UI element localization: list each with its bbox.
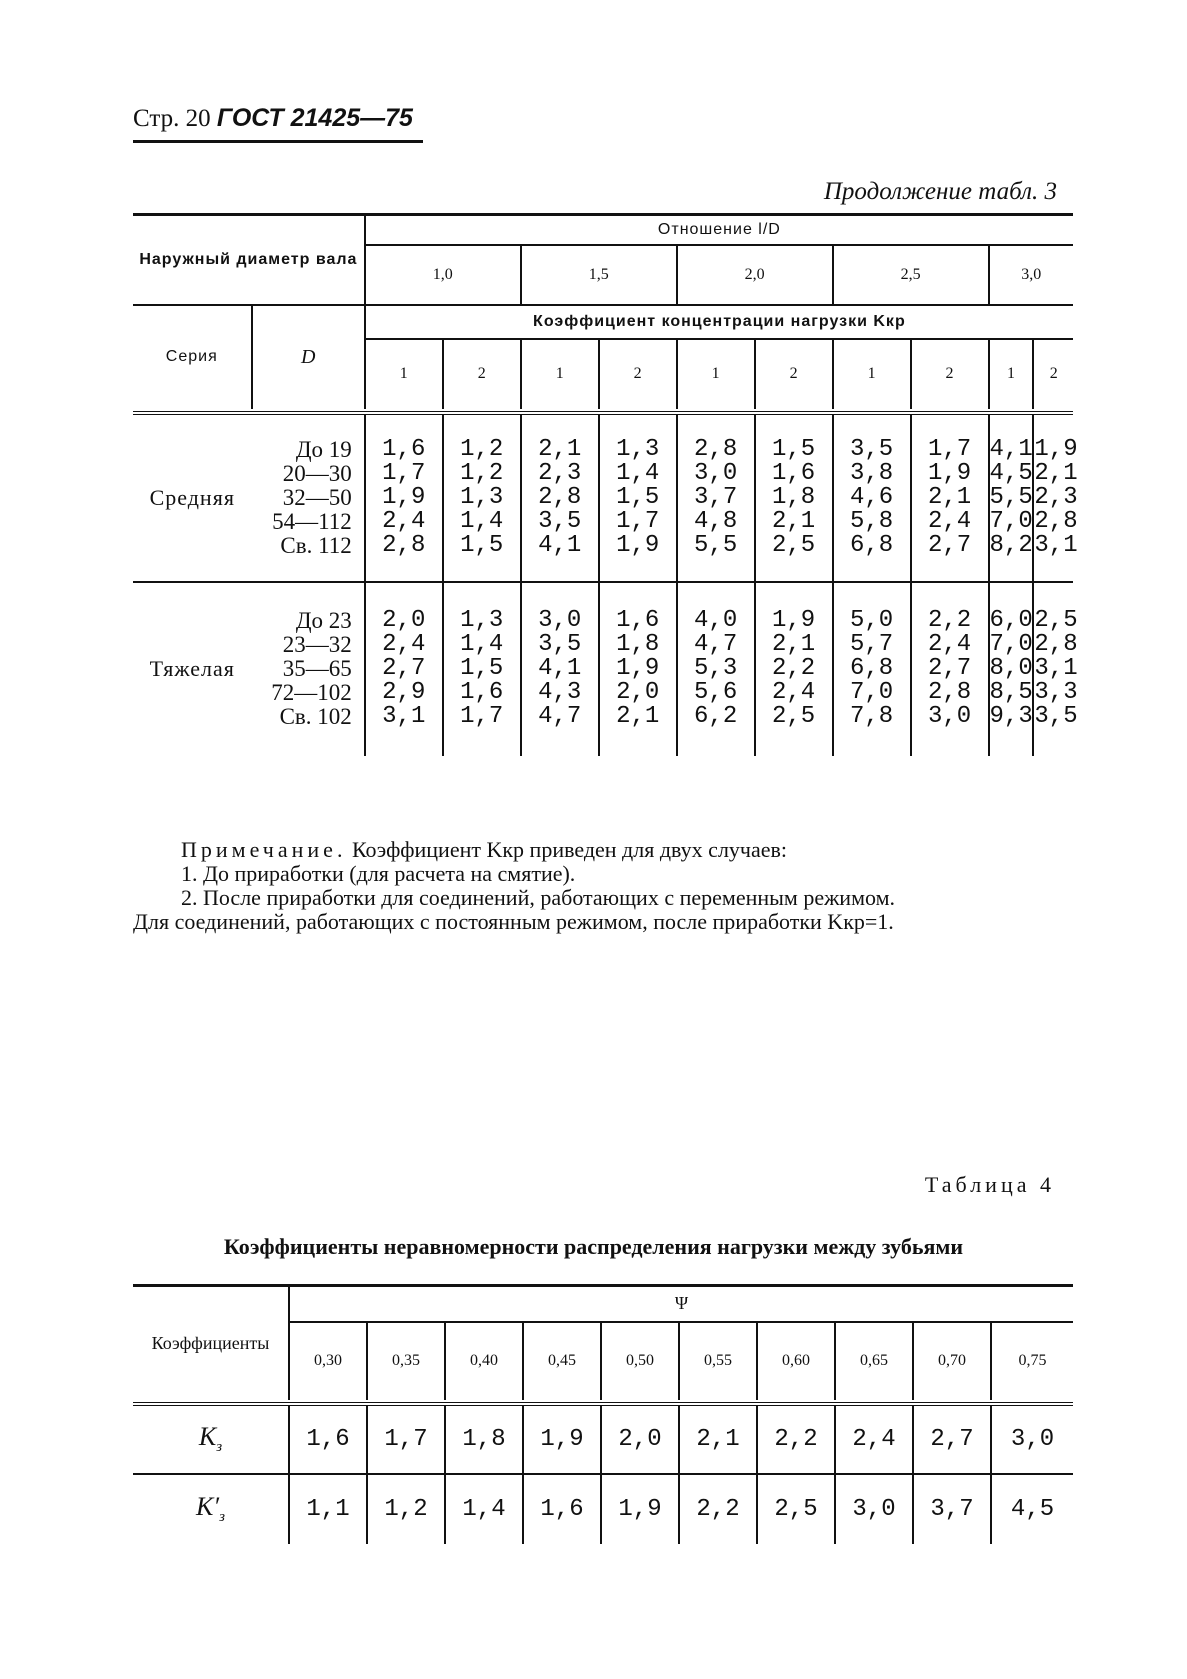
table3-continuation: Продолжение табл. 3 [823,178,1057,205]
coefficient-value: 1,4 [460,631,504,658]
coefficient-value: 2,4 [382,507,426,535]
diameter-value: До 23 [295,608,352,633]
coefficient-column [443,413,521,581]
note [133,838,1073,934]
case-cell: 1 [521,339,599,409]
coefficient-value: 5,0 [849,607,894,634]
coefficient-value: 2,8 [382,531,426,559]
coef-value: 1,9 [601,1474,679,1544]
coefficient-value: 3,5 [1034,703,1078,730]
case-cell: 2 [755,339,833,409]
page-header [133,104,413,133]
coefficient-value: 9,3 [989,703,1033,730]
table-row [133,1474,1073,1544]
coefficient-value: 5,8 [849,507,894,535]
ratio-cell: 1,0 [432,265,453,283]
coef-value: 1,1 [306,1495,350,1523]
ratio-cell: 3,0 [989,245,1073,305]
diameter-value: До 19 [295,436,352,462]
diameter-value: 20—30 [282,460,352,486]
coefficient-value: 7,0 [989,507,1033,535]
note-item-2: 2. После приработки для соединений, работающих с переменным режимом. [181,885,895,910]
coefficient-value: 1,3 [460,483,504,511]
coefficient-value: 1,6 [772,459,816,487]
coefficient-value: 3,5 [849,435,894,463]
coefficient-value: 1,6 [382,435,426,463]
coef-value: 3,0 [835,1474,913,1544]
table-row [133,582,1073,756]
coef-value: 1,6 [289,1404,367,1474]
psi-cell: 0,40 [445,1322,523,1400]
coefficient-value: 3,7 [694,483,738,511]
coefficient-value: 2,1 [772,507,816,535]
coefficient-value: 5,5 [694,531,738,559]
coefficient-value: 1,9 [927,459,972,487]
gost-number: ГОСТ 21425—75 [216,104,413,132]
coefficient-value: 7,0 [989,631,1033,658]
coefficient-value: 2,3 [538,459,582,487]
coefficient-value: 1,7 [460,703,504,730]
coefficient-value: 2,1 [772,631,816,658]
coefficient-value: 2,8 [927,679,972,706]
coef-value: 1,7 [367,1404,445,1474]
outer-diameter-header: Наружный диаметр вала [133,215,365,305]
coef-value: 2,0 [601,1404,679,1474]
coefficient-value: 2,0 [382,607,426,634]
diameter-value: Св. 102 [279,704,352,729]
ratio-cell: 2,0 [677,245,833,305]
case-cell: 1 [989,339,1034,409]
psi-cell: 0,60 [757,1322,835,1400]
coefficient-value: 1,3 [460,607,504,634]
coefficient-value: 4,7 [538,703,582,730]
coefficient-value: 1,6 [460,679,504,706]
psi-cell: 0,70 [913,1322,991,1400]
coef-value: 2,4 [835,1404,913,1474]
case-cell: 1 [677,339,755,409]
coefficient-value: 3,0 [538,607,582,634]
coefficient-value: 1,2 [460,459,504,487]
coefficient-value: 2,7 [927,655,972,682]
coefficient-column [521,582,599,756]
coefficient-value: 1,7 [616,507,660,535]
coef-value: 2,5 [757,1474,835,1544]
coefficient-value: 8,2 [989,531,1033,559]
coefficient-value: 2,3 [1034,483,1078,511]
coef-name: $K_з$ [133,1404,289,1474]
series-name: Тяжелая [149,656,235,681]
coefficient-value: 4,1 [989,435,1033,463]
coefficient-value: 6,0 [989,607,1033,634]
coefficient-value: 2,4 [382,631,426,658]
coefficient-value: 4,0 [694,607,738,634]
coef-value: 2,1 [679,1404,757,1474]
coefficient-value: 7,8 [849,703,894,730]
diameter-value: Св. 112 [280,532,352,558]
table3 [133,213,1078,756]
table-row [133,1404,1073,1474]
coefficient-value: 2,5 [772,531,816,559]
coefficient-value: 2,8 [1034,631,1078,658]
series-header: Серия [133,305,252,409]
coefficient-value: 1,9 [382,483,426,511]
coefficient-column [911,582,989,756]
diameter-value: 23—32 [282,632,352,657]
coef-value: 1,9 [523,1404,601,1474]
coefficient-value: 1,4 [460,507,504,535]
coefficient-value: 2,1 [927,483,972,511]
coefficient-value: 2,9 [382,679,426,706]
coefficient-value: 4,6 [849,483,894,511]
series-name: Средняя [149,484,235,510]
coefficient-column [677,413,755,581]
coefficient-value: 1,3 [616,435,660,463]
coef-name: $K'_з$ [133,1474,289,1544]
psi-cell: 0,55 [679,1322,757,1400]
coef-value: 1,4 [445,1474,523,1544]
coefficient-value: 4,1 [538,531,582,559]
coefficient-value: 2,4 [927,507,972,535]
coefficient-header: Коэффициент концентрации нагрузки Kкр [365,305,1073,339]
coefficient-column [755,413,833,581]
coefficient-value: 1,5 [460,531,504,559]
coefficient-column [989,413,1034,581]
case-cell: 1 [833,339,911,409]
coefficient-value: 4,8 [694,507,738,535]
ratio-cell: 1,5 [521,245,677,305]
coefficient-column [599,582,677,756]
coefficient-value: 4,5 [989,459,1033,487]
coefficient-value: 3,0 [694,459,738,487]
coefficient-column [365,413,443,581]
coefficient-value: 1,5 [772,435,816,463]
page-number: Стр. 20 [133,105,211,132]
d-header: D [252,305,365,409]
coefficient-value: 2,7 [382,655,426,682]
coef-value: 1,8 [445,1404,523,1474]
coefficient-value: 1,9 [1034,435,1078,463]
coefficient-column [1033,413,1078,581]
coefficient-value: 8,0 [989,655,1033,682]
coefficient-value: 2,5 [1034,607,1078,634]
note-intro: Коэффициент Kкр приведен для двух случаев: [351,837,788,862]
coefficient-value: 2,1 [1034,459,1078,487]
coefficient-column [833,582,911,756]
coefficient-value: 2,4 [927,631,972,658]
coefficient-value: 2,0 [616,679,660,706]
header-rule [133,140,423,143]
coef-value: 4,5 [991,1474,1073,1544]
coefficient-column [443,582,521,756]
coefficient-value: 2,2 [772,655,816,682]
table-row [133,413,1073,581]
coefficient-column [521,413,599,581]
coefficient-value: 4,7 [694,631,738,658]
coefficient-column [911,413,989,581]
table4 [133,1284,1073,1544]
psi-cell: 0,45 [523,1322,601,1400]
coefficient-value: 1,7 [382,459,426,487]
coefficient-column [1033,582,1078,756]
coefficient-value: 2,8 [1034,507,1078,535]
psi-cell: 0,75 [991,1322,1073,1400]
coef-value: 2,7 [913,1404,991,1474]
psi-cell: 0,30 [314,1352,342,1369]
psi-cell: 0,65 [835,1322,913,1400]
coefficient-value: 2,2 [927,607,972,634]
coefficient-value: 1,4 [616,459,660,487]
diameter-list [252,582,365,756]
coefficient-value: 6,2 [694,703,738,730]
coefficient-value: 3,1 [1034,655,1078,682]
diameter-value: 35—65 [282,656,352,681]
psi-cell: 0,50 [601,1322,679,1400]
note-label: Примечание. [181,837,347,862]
coefficient-value: 1,9 [616,655,660,682]
coefficient-column [833,413,911,581]
case-cell: 1 [399,365,408,382]
diameter-list [252,413,365,581]
coefficient-value: 6,8 [849,531,894,559]
coefficient-value: 6,8 [849,655,894,682]
coefficient-value: 2,7 [927,531,972,559]
note-tail: Для соединений, работающих с постоянным режимом, после приработки Kкр=1. [133,909,894,934]
coefficient-value: 1,7 [927,435,972,463]
coefficient-value: 1,8 [772,483,816,511]
case-cell: 2 [911,339,989,409]
case-cell: 2 [1033,339,1073,409]
diameter-value: 32—50 [282,484,352,510]
coefficient-value: 1,5 [460,655,504,682]
coefficient-value: 3,5 [538,507,582,535]
coef-value: 2,2 [679,1474,757,1544]
coefficient-value: 1,9 [772,607,816,634]
coefficient-value: 3,8 [849,459,894,487]
coefficient-value: 5,7 [849,631,894,658]
coefficient-value: 5,6 [694,679,738,706]
coefficients-header: Коэффициенты [133,1286,289,1400]
coefficient-value: 2,1 [538,435,582,463]
coefficient-value: 8,5 [989,679,1033,706]
psi-cell: 0,35 [367,1322,445,1400]
coefficient-value: 1,9 [616,531,660,559]
coefficient-value: 3,0 [927,703,972,730]
coefficient-value: 3,1 [1034,531,1078,559]
diameter-value: 72—102 [271,680,352,705]
coefficient-value: 1,5 [616,483,660,511]
coef-value: 3,7 [913,1474,991,1544]
coefficient-value: 4,1 [538,655,582,682]
coefficient-column [989,582,1034,756]
ratio-cell: 2,5 [833,245,989,305]
coefficient-value: 7,0 [849,679,894,706]
coefficient-column [677,582,755,756]
coefficient-value: 3,1 [382,703,426,730]
coefficient-value: 1,2 [460,435,504,463]
ratio-header: Отношение l/D [365,215,1073,245]
note-item-1: 1. До приработки (для расчета на смятие). [181,861,576,886]
coefficient-value: 5,3 [694,655,738,682]
coefficient-column [365,582,443,756]
coefficient-value: 3,5 [538,631,582,658]
coefficient-column [599,413,677,581]
coef-value: 1,2 [367,1474,445,1544]
coefficient-value: 2,5 [772,703,816,730]
coef-value: 2,2 [757,1404,835,1474]
coefficient-value: 1,8 [616,631,660,658]
psi-header: Ψ [289,1286,1073,1322]
coefficient-value: 4,3 [538,679,582,706]
table4-title: Коэффициенты неравномерности распределения нагрузки между зубьями [223,1234,964,1259]
coefficient-column [755,582,833,756]
case-cell: 2 [599,339,677,409]
coefficient-value: 5,5 [989,483,1033,511]
table4-label: Таблица 4 [924,1172,1055,1197]
case-cell: 2 [443,339,521,409]
coefficient-value: 2,8 [538,483,582,511]
diameter-value: 54—112 [272,508,352,534]
coefficient-value: 1,6 [616,607,660,634]
coefficient-value: 2,1 [616,703,660,730]
coefficient-value: 2,4 [772,679,816,706]
coefficient-value: 2,8 [694,435,738,463]
coefficient-value: 3,3 [1034,679,1078,706]
coef-value: 1,6 [523,1474,601,1544]
coef-value: 3,0 [991,1404,1073,1474]
